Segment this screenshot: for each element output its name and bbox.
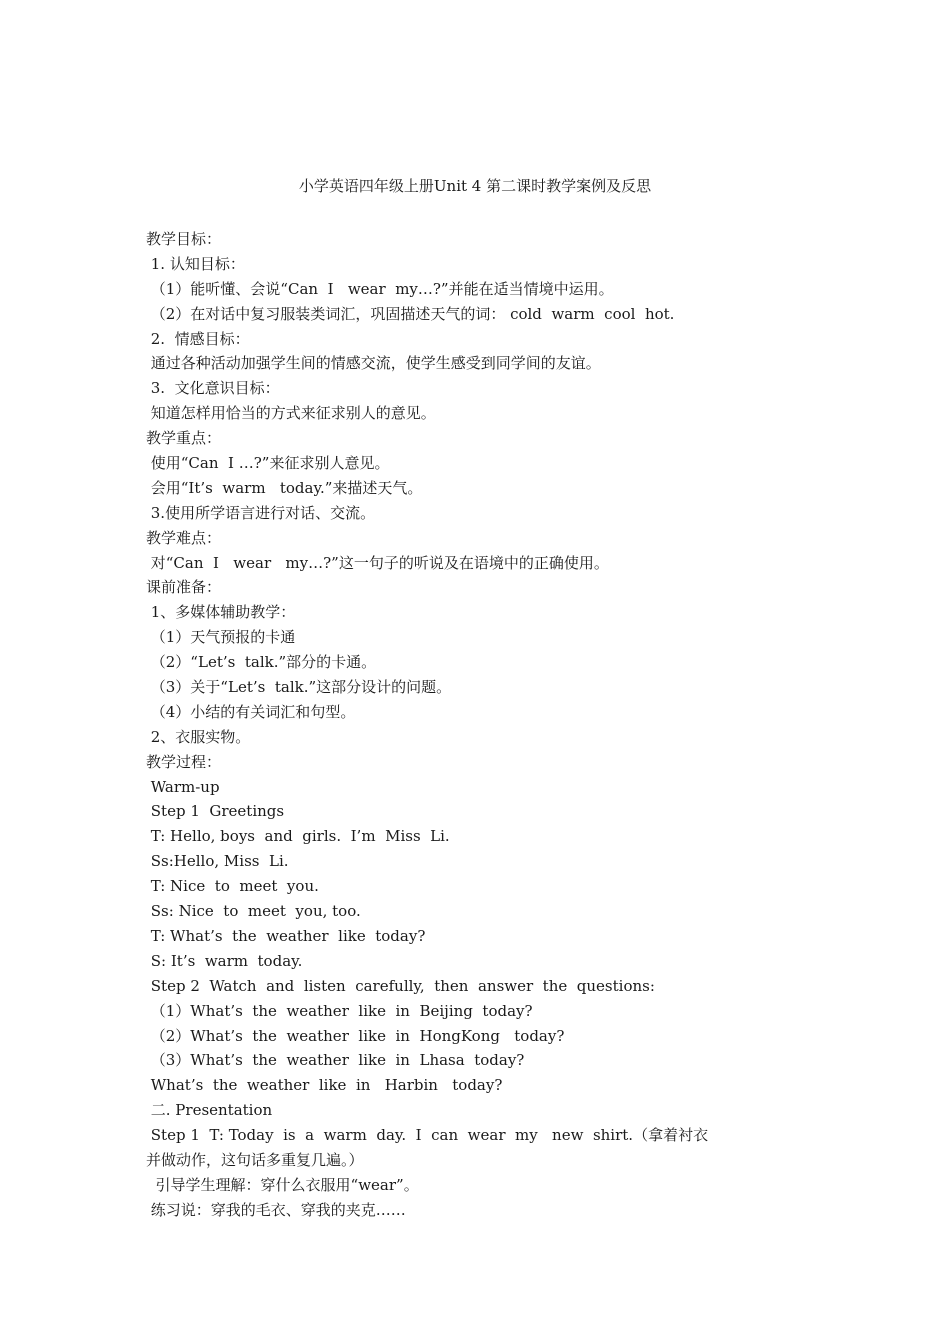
preparation-subitem-4: （4）小结的有关词汇和句型。 — [146, 702, 356, 721]
presentation-practice: 练习说：穿我的毛衣、穿我的夹克…… — [146, 1200, 406, 1219]
document-body — [146, 227, 816, 1223]
process-step-1: Step 1 Greetings — [146, 802, 285, 821]
objective-affective-text: 通过各种活动加强学生间的情感交流，使学生感受到同学间的友谊。 — [146, 354, 601, 373]
preparation-subitem-2: （2）“Let’s talk.”部分的卡通。 — [146, 653, 377, 672]
dialogue-line-5: T: What’s the weather like today? — [146, 926, 426, 945]
preparation-item-2: 2、衣服实物。 — [146, 727, 251, 746]
key-point-2: 会用“It’s warm today.”来描述天气。 — [146, 478, 423, 497]
difficulty-text: 对“Can I wear my…?”这一句子的听说及在语境中的正确使用。 — [146, 553, 609, 572]
objective-cultural-heading: 3. 文化意识目标： — [146, 379, 280, 398]
objective-cognitive-heading: 1. 认知目标： — [146, 254, 245, 273]
objective-cognitive-item-2: （2）在对话中复习服装类词汇，巩固描述天气的词： cold warm cool hot. — [146, 304, 675, 323]
objective-cognitive-item-1: （1）能听懂、会说“Can I wear my…?”并能在适当情境中运用。 — [146, 279, 614, 298]
section-heading-preparation: 课前准备： — [146, 578, 222, 597]
key-point-1: 使用“Can I …?”来征求别人意见。 — [146, 454, 390, 473]
question-1: （1）What’s the weather like in Beijing today? — [146, 1001, 533, 1020]
process-step-2: Step 2 Watch and listen carefully, then answer the questions: — [146, 976, 655, 995]
section-heading-difficulties: 教学难点： — [146, 528, 222, 547]
process-warm-up: Warm-up — [146, 777, 220, 796]
dialogue-line-1: T: Hello, boys and girls. I’m Miss Li. — [146, 827, 450, 846]
question-4: What’s the weather like in Harbin today? — [146, 1076, 503, 1095]
objective-cultural-text: 知道怎样用恰当的方式来征求别人的意见。 — [146, 404, 436, 423]
preparation-subitem-1: （1）天气预报的卡通 — [146, 628, 296, 647]
dialogue-line-6: S: It’s warm today. — [146, 951, 303, 970]
preparation-item-1: 1、多媒体辅助教学： — [146, 603, 296, 622]
section-heading-key-points: 教学重点： — [146, 429, 222, 448]
document-title: 小学英语四年级上册Unit 4 第二课时教学案例及反思 — [298, 177, 652, 195]
process-presentation: 二. Presentation — [146, 1101, 273, 1120]
section-heading-objectives: 教学目标： — [146, 230, 222, 248]
presentation-step-1-continued: 并做动作，这句话多重复几遍。） — [146, 1150, 364, 1169]
dialogue-line-4: Ss: Nice to meet you, too. — [146, 902, 361, 921]
key-point-3: 3.使用所学语言进行对话、交流。 — [146, 503, 376, 522]
presentation-step-1: Step 1 T: Today is a warm day. I can wear my new shirt.（拿着衬衣 — [146, 1126, 709, 1145]
objective-affective-heading: 2. 情感目标： — [146, 329, 250, 348]
section-heading-process: 教学过程： — [146, 752, 222, 771]
dialogue-line-3: T: Nice to meet you. — [146, 877, 319, 896]
presentation-guidance: 引导学生理解：穿什么衣服用“wear”。 — [146, 1175, 419, 1194]
question-3: （3）What’s the weather like in Lhasa today? — [146, 1051, 525, 1070]
dialogue-line-2: Ss:Hello, Miss Li. — [146, 852, 289, 871]
preparation-subitem-3: （3）关于“Let’s talk.”这部分设计的问题。 — [146, 678, 452, 697]
question-2: （2）What’s the weather like in HongKong today? — [146, 1026, 565, 1045]
